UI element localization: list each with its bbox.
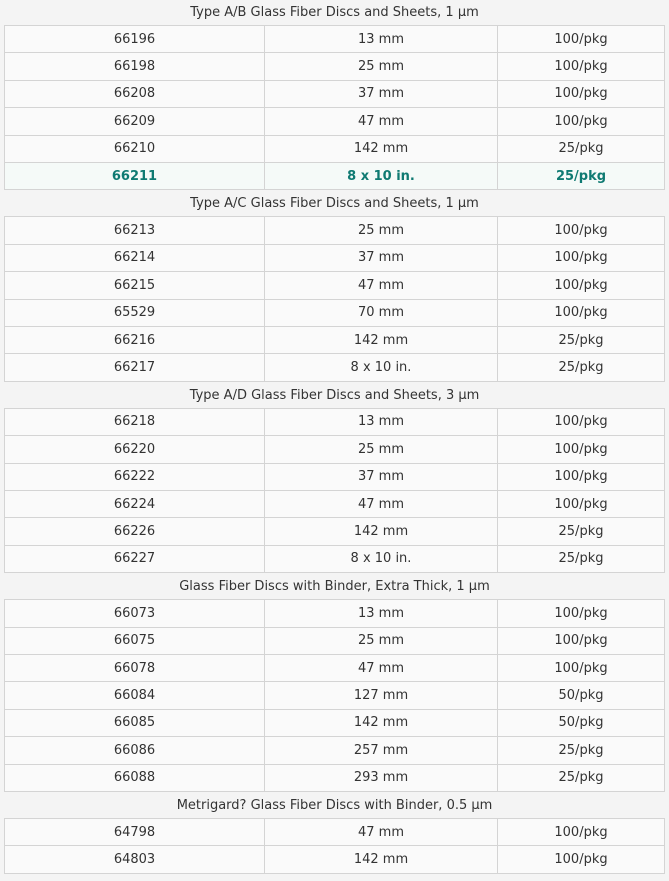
table-row <box>5 80 665 107</box>
catalog-number-cell: 66073 <box>5 600 265 627</box>
product-table <box>4 408 665 573</box>
size-cell: 37 mm <box>265 80 498 107</box>
quantity-cell: 100/pkg <box>498 463 665 490</box>
table-row <box>5 627 665 654</box>
size-cell: 142 mm <box>265 846 498 873</box>
table-row <box>5 244 665 271</box>
quantity-cell: 25/pkg <box>498 326 665 353</box>
table-row <box>5 299 665 326</box>
catalog-number-cell: 66211 <box>5 162 265 189</box>
product-table <box>4 216 665 381</box>
catalog-number-cell: 66216 <box>5 326 265 353</box>
table-row <box>5 436 665 463</box>
size-cell: 25 mm <box>265 217 498 244</box>
catalog-number-cell: 64798 <box>5 819 265 846</box>
size-cell: 47 mm <box>265 108 498 135</box>
quantity-cell: 25/pkg <box>498 162 665 189</box>
size-cell: 25 mm <box>265 53 498 80</box>
size-cell: 8 x 10 in. <box>265 354 498 381</box>
quantity-cell: 100/pkg <box>498 80 665 107</box>
quantity-cell: 100/pkg <box>498 272 665 299</box>
table-row <box>5 654 665 681</box>
section-title: Type A/C Glass Fiber Discs and Sheets, 1 µm <box>190 196 479 212</box>
quantity-cell: 100/pkg <box>498 217 665 244</box>
size-cell: 70 mm <box>265 299 498 326</box>
size-cell: 37 mm <box>265 244 498 271</box>
size-cell: 13 mm <box>265 408 498 435</box>
quantity-cell: 25/pkg <box>498 764 665 791</box>
size-cell: 37 mm <box>265 463 498 490</box>
table-row <box>5 518 665 545</box>
section-title: Type A/D Glass Fiber Discs and Sheets, 3 µm <box>189 387 480 403</box>
quantity-cell: 100/pkg <box>498 654 665 681</box>
catalog-number-cell: 66198 <box>5 53 265 80</box>
quantity-cell: 50/pkg <box>498 682 665 709</box>
table-row <box>5 108 665 135</box>
quantity-cell: 100/pkg <box>498 846 665 873</box>
table-row <box>5 709 665 736</box>
table-row <box>5 819 665 846</box>
size-cell: 142 mm <box>265 709 498 736</box>
section-title: Glass Fiber Discs with Binder, Extra Thick, 1 µm <box>179 579 490 595</box>
catalog-number-cell: 64803 <box>5 846 265 873</box>
catalog-number-cell: 65529 <box>5 299 265 326</box>
catalog-number-cell: 66078 <box>5 654 265 681</box>
size-cell: 142 mm <box>265 326 498 353</box>
catalog-number-cell: 66224 <box>5 490 265 517</box>
size-cell: 8 x 10 in. <box>265 545 498 572</box>
size-cell: 142 mm <box>265 135 498 162</box>
size-cell: 13 mm <box>265 600 498 627</box>
size-cell: 142 mm <box>265 518 498 545</box>
table-row <box>5 490 665 517</box>
size-cell: 25 mm <box>265 436 498 463</box>
table-row <box>5 53 665 80</box>
catalog-number-cell: 66209 <box>5 108 265 135</box>
table-row <box>5 326 665 353</box>
table-row <box>5 162 665 189</box>
table-row <box>5 408 665 435</box>
quantity-cell: 100/pkg <box>498 244 665 271</box>
quantity-cell: 25/pkg <box>498 545 665 572</box>
table-row <box>5 764 665 791</box>
table-row <box>5 26 665 53</box>
catalog-number-cell: 66196 <box>5 26 265 53</box>
size-cell: 13 mm <box>265 26 498 53</box>
size-cell: 293 mm <box>265 764 498 791</box>
catalog-number-cell: 66208 <box>5 80 265 107</box>
quantity-cell: 100/pkg <box>498 26 665 53</box>
product-table <box>4 25 665 190</box>
size-cell: 47 mm <box>265 654 498 681</box>
size-cell: 47 mm <box>265 490 498 517</box>
quantity-cell: 100/pkg <box>498 108 665 135</box>
catalog-number-cell: 66088 <box>5 764 265 791</box>
quantity-cell: 50/pkg <box>498 709 665 736</box>
catalog-number-cell: 66084 <box>5 682 265 709</box>
catalog-number-cell: 66222 <box>5 463 265 490</box>
table-row <box>5 217 665 244</box>
catalog-number-cell: 66213 <box>5 217 265 244</box>
quantity-cell: 25/pkg <box>498 135 665 162</box>
catalog-number-cell: 66214 <box>5 244 265 271</box>
table-row <box>5 354 665 381</box>
size-cell: 25 mm <box>265 627 498 654</box>
size-cell: 8 x 10 in. <box>265 162 498 189</box>
catalog-number-cell: 66085 <box>5 709 265 736</box>
table-row <box>5 737 665 764</box>
product-table <box>4 818 665 874</box>
size-cell: 47 mm <box>265 819 498 846</box>
table-row <box>5 463 665 490</box>
table-row <box>5 600 665 627</box>
size-cell: 47 mm <box>265 272 498 299</box>
catalog-number-cell: 66218 <box>5 408 265 435</box>
quantity-cell: 25/pkg <box>498 737 665 764</box>
section-title: Type A/B Glass Fiber Discs and Sheets, 1 µm <box>190 5 479 20</box>
size-cell: 127 mm <box>265 682 498 709</box>
table-row <box>5 135 665 162</box>
catalog-number-cell: 66217 <box>5 354 265 381</box>
section-title: Metrigard? Glass Fiber Discs with Binder, 0.5 µm <box>176 798 493 813</box>
table-row <box>5 272 665 299</box>
size-cell: 257 mm <box>265 737 498 764</box>
quantity-cell: 100/pkg <box>498 299 665 326</box>
quantity-cell: 25/pkg <box>498 518 665 545</box>
table-row <box>5 682 665 709</box>
quantity-cell: 100/pkg <box>498 408 665 435</box>
quantity-cell: 100/pkg <box>498 627 665 654</box>
quantity-cell: 25/pkg <box>498 354 665 381</box>
quantity-cell: 100/pkg <box>498 490 665 517</box>
quantity-cell: 100/pkg <box>498 436 665 463</box>
catalog-number-cell: 66226 <box>5 518 265 545</box>
table-row <box>5 545 665 572</box>
catalog-number-cell: 66210 <box>5 135 265 162</box>
quantity-cell: 100/pkg <box>498 53 665 80</box>
catalog-number-cell: 66086 <box>5 737 265 764</box>
quantity-cell: 100/pkg <box>498 600 665 627</box>
catalog-number-cell: 66215 <box>5 272 265 299</box>
quantity-cell: 100/pkg <box>498 819 665 846</box>
table-row <box>5 846 665 873</box>
catalog-number-cell: 66227 <box>5 545 265 572</box>
product-table <box>4 599 665 792</box>
catalog-number-cell: 66075 <box>5 627 265 654</box>
catalog-number-cell: 66220 <box>5 436 265 463</box>
